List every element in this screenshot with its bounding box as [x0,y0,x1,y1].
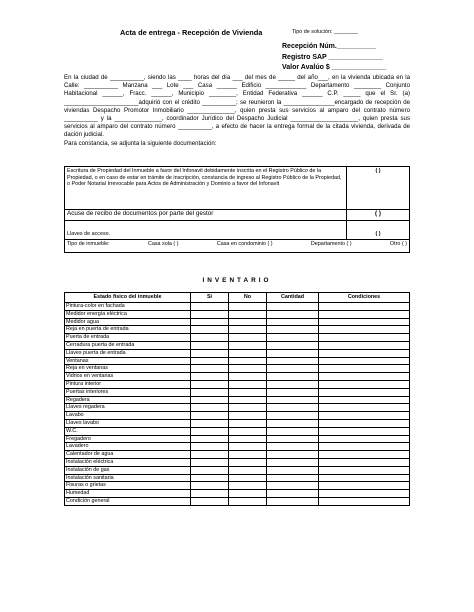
body-closing: Para constancia, se adjunta la siguiente documentación: [64,139,217,147]
inventory-item-label: Lavadero [65,443,191,451]
inventory-item-label: Humedad [65,490,191,498]
cantidad-cell [267,427,319,435]
inventory-item-label: Ventanas [65,357,191,365]
si-cell [191,373,229,381]
table-row [65,497,410,505]
documents-table [64,166,410,253]
si-cell [191,412,229,420]
condiciones-cell [319,490,410,498]
condiciones-cell [319,466,410,474]
no-cell [229,310,267,318]
no-cell [229,373,267,381]
si-cell [191,419,229,427]
condiciones-cell [319,482,410,490]
cantidad-cell [267,497,319,505]
no-cell [229,341,267,349]
condiciones-cell [319,388,410,396]
cantidad-cell [267,466,319,474]
document-title: Acta de entrega - Recepción de Vivienda [120,28,263,37]
inventory-item-label: Fregadero [65,435,191,443]
doc-llaves-mark: ( ) [347,221,410,240]
inventario-title: INVENTARIO [202,277,272,284]
no-cell [229,474,267,482]
inventory-item-label: Pintura interior [65,380,191,388]
table-row [65,451,410,459]
condiciones-cell [319,318,410,326]
si-cell [191,341,229,349]
table-row [65,373,410,381]
inventory-item-label: Regadera [65,396,191,404]
condiciones-cell [319,357,410,365]
table-row [65,474,410,482]
inventory-item-label: W.C. [65,427,191,435]
doc-llaves: Llaves de acceso. [65,221,347,240]
table-row [65,466,410,474]
registration-block [282,42,432,74]
condiciones-cell [319,497,410,505]
inventory-item-label: Vidrios en ventanas [65,373,191,381]
condiciones-cell [319,380,410,388]
table-row [65,326,410,334]
condiciones-cell [319,435,410,443]
inventory-item-label: Puertas interiores [65,388,191,396]
condiciones-cell [319,427,410,435]
table-row [65,318,410,326]
cantidad-cell [267,482,319,490]
header-no: No [229,293,267,303]
cantidad-cell [267,310,319,318]
body-paragraph-block [64,74,410,148]
table-row [65,419,410,427]
no-cell [229,318,267,326]
cantidad-cell [267,435,319,443]
inventory-item-label: Llaves lavabo [65,419,191,427]
si-cell [191,490,229,498]
table-row [65,396,410,404]
inventory-item-label: Instalación de gas [65,466,191,474]
si-cell [191,404,229,412]
no-cell [229,458,267,466]
condiciones-cell [319,396,410,404]
registro-sap-field: Registro SAP ______________ [282,53,384,61]
no-cell [229,419,267,427]
si-cell [191,458,229,466]
inventory-item-label: Instalación sanitaria [65,474,191,482]
no-cell [229,412,267,420]
body-paragraph: En la ciudad de __________, siendo las ____ horas del día ___ del mes de _____ del año___, en la vivienda ubicada en la Calle: __________ Manzana ___ Lote ___ Casa ______ Edificio ____________ Departamento ________ Conjunto Habitacional ______, Fracc. ______, Municipio ________, Entidad Federativa ______ C.P. _____ que el Sr. (a) ______________________adquirió con el crédito __________; se reunieron la _______________encargado de recepción de viviendas Despacho Promotor Inmobiliario ______________, quien presta sus servicios al amparo del contrato número __________ y la ______________, coordinador Jurídico del Despacho Judicial ____________________, quien presta sus servicios al amparo del contrato número __________, a efecto de hacer la entrega formal de la citada vivienda, derivada de dación judicial. [64,74,410,139]
inventory-item-label: Reja en puerta de entrada [65,326,191,334]
si-cell [191,427,229,435]
cantidad-cell [267,490,319,498]
option-condominio: Casa en condominio ( ) [216,241,273,247]
no-cell [229,497,267,505]
table-row [65,412,410,420]
cantidad-cell [267,373,319,381]
cantidad-cell [267,365,319,373]
si-cell [191,365,229,373]
cantidad-cell [267,334,319,342]
header-estado: Estado físico del inmueble [65,293,191,303]
inventory-item-label: Medidor agua [65,318,191,326]
tipo-inmueble-row [65,240,410,253]
option-departamento: Departamento ( ) [310,241,352,247]
cantidad-cell [267,357,319,365]
header-cantidad: Cantidad [267,293,319,303]
si-cell [191,443,229,451]
condiciones-cell [319,349,410,357]
no-cell [229,482,267,490]
tipo-inmueble-label: Tipo de inmueble: [67,241,110,247]
condiciones-cell [319,310,410,318]
no-cell [229,404,267,412]
condiciones-cell [319,326,410,334]
table-row [65,380,410,388]
condiciones-cell [319,334,410,342]
cantidad-cell [267,443,319,451]
table-row [65,357,410,365]
cantidad-cell [267,303,319,311]
si-cell [191,474,229,482]
no-cell [229,357,267,365]
tipo-solucion-field: Tipo de solución: ________ [292,29,359,35]
no-cell [229,427,267,435]
si-cell [191,334,229,342]
si-cell [191,497,229,505]
condiciones-cell [319,365,410,373]
no-cell [229,451,267,459]
condiciones-cell [319,341,410,349]
cantidad-cell [267,458,319,466]
table-row [65,334,410,342]
si-cell [191,326,229,334]
condiciones-cell [319,412,410,420]
cantidad-cell [267,388,319,396]
inventory-item-label: Instalación eléctrica [65,458,191,466]
condiciones-cell [319,373,410,381]
condiciones-cell [319,458,410,466]
no-cell [229,443,267,451]
option-casa-sola: Casa sola ( ) [147,241,179,247]
table-row [65,427,410,435]
inventory-item-label: Lavabo [65,412,191,420]
inventory-item-label: Reja en ventanas [65,365,191,373]
cantidad-cell [267,419,319,427]
inventory-item-label: Cerradura puerta de entrada [65,341,191,349]
cantidad-cell [267,412,319,420]
cantidad-cell [267,396,319,404]
no-cell [229,349,267,357]
inventory-item-label: Pintura-color en fachada [65,303,191,311]
table-row [65,349,410,357]
no-cell [229,303,267,311]
header-si: Si [191,293,229,303]
table-row [65,310,410,318]
table-row [65,443,410,451]
si-cell [191,318,229,326]
si-cell [191,388,229,396]
no-cell [229,365,267,373]
no-cell [229,435,267,443]
option-otro: Otro ( ) [389,241,407,247]
table-row [65,388,410,396]
table-row [65,404,410,412]
no-cell [229,380,267,388]
cantidad-cell [267,404,319,412]
inventory-item-label: Puerta de entrada [65,334,191,342]
si-cell [191,303,229,311]
condiciones-cell [319,419,410,427]
no-cell [229,326,267,334]
cantidad-cell [267,318,319,326]
inventory-item-label: Condición general [65,497,191,505]
si-cell [191,482,229,490]
si-cell [191,349,229,357]
cantidad-cell [267,349,319,357]
si-cell [191,396,229,404]
si-cell [191,466,229,474]
no-cell [229,396,267,404]
condiciones-cell [319,303,410,311]
table-row [65,490,410,498]
si-cell [191,310,229,318]
doc-acuse: Acuse de recibo de documentos por parte del gestor [65,210,347,221]
table-row [65,482,410,490]
inventory-item-label: Llaves puerta de entrada [65,349,191,357]
table-row [65,365,410,373]
valor-avaluo-field: Valor Avalúo $ ______________ [282,64,387,71]
condiciones-cell [319,404,410,412]
inventory-header-row [65,293,410,303]
inventory-table [64,292,410,506]
inventory-item-label: Medidor energía eléctrica [65,310,191,318]
si-cell [191,435,229,443]
header-condiciones: Condiciones [319,293,410,303]
condiciones-cell [319,474,410,482]
si-cell [191,357,229,365]
no-cell [229,388,267,396]
inventory-item-label: Llaves regadera [65,404,191,412]
cantidad-cell [267,380,319,388]
doc-escritura: Escritura de Propiedad del Inmueble a favor del Infonavit debidamente inscrita en el Registro Público de la Propiedad, o en caso de estar en trámite de inscripción, constancia de ingreso al Registro Público de la Propiedad, o Poder Notarial Irrevocable para Actos de Administración y Dominio a favor del Infonavit [65,167,347,210]
table-row [65,303,410,311]
doc-acuse-mark: ( ) [347,210,410,221]
recepcion-number-field: Recepción Núm.__________ [282,43,376,50]
cantidad-cell [267,326,319,334]
cantidad-cell [267,474,319,482]
condiciones-cell [319,451,410,459]
table-row [65,458,410,466]
doc-escritura-mark: ( ) [347,167,410,210]
cantidad-cell [267,341,319,349]
si-cell [191,451,229,459]
si-cell [191,380,229,388]
inventory-item-label: Fisuras o grietas [65,482,191,490]
inventory-item-label: Calentador de agua [65,451,191,459]
table-row [65,341,410,349]
cantidad-cell [267,451,319,459]
table-row [65,435,410,443]
no-cell [229,334,267,342]
no-cell [229,466,267,474]
no-cell [229,490,267,498]
condiciones-cell [319,443,410,451]
